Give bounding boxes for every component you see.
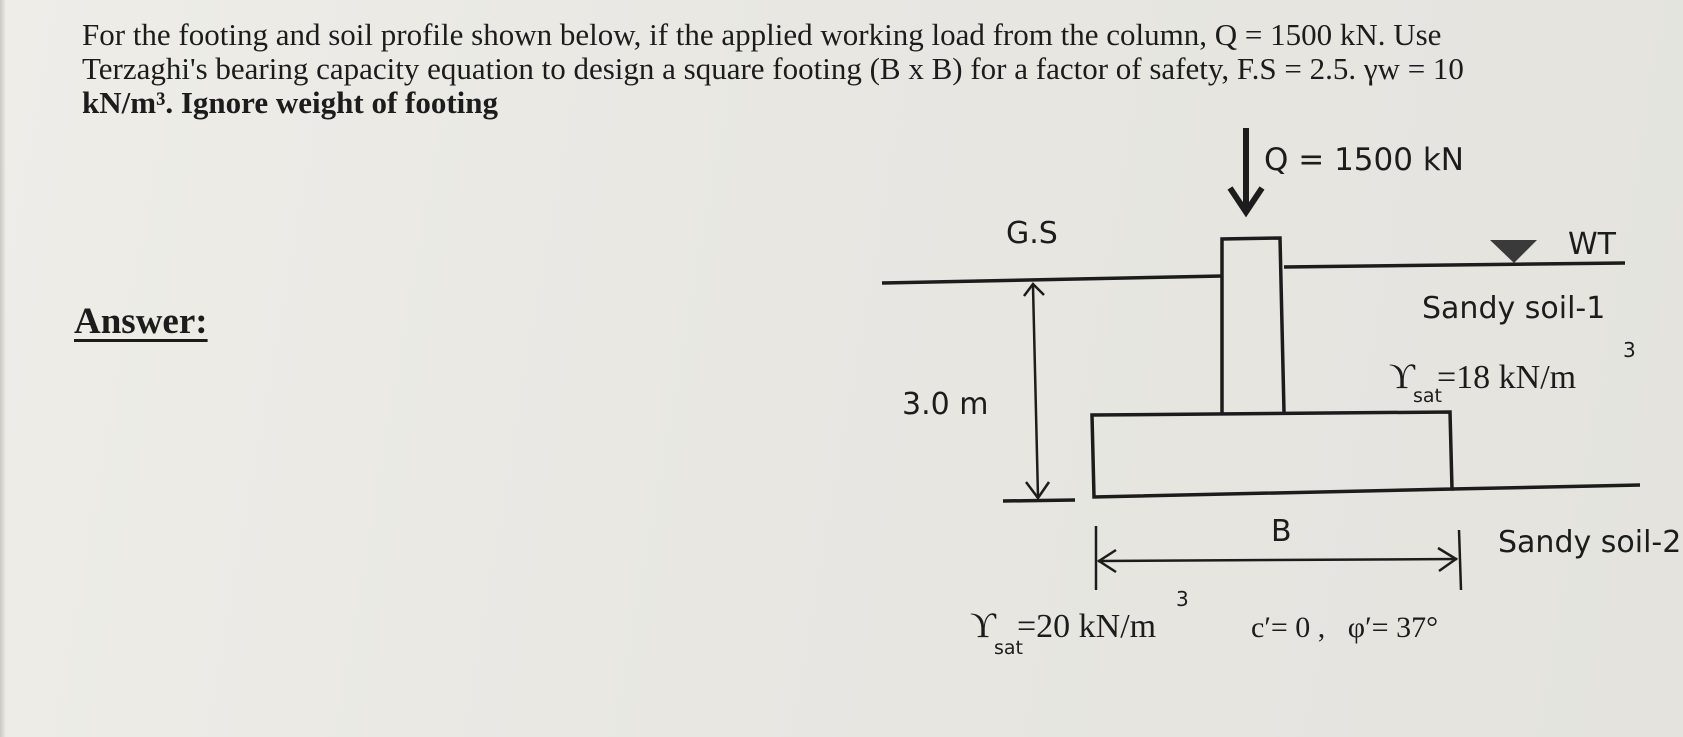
soil1-gamma-exponent: 3 — [1623, 338, 1636, 362]
problem-line-1: For the footing and soil profile shown below, if the applied working load from the column, Q = 1500 kN. Use — [82, 17, 1442, 52]
width-tick-right — [1459, 530, 1461, 590]
depth-base-line — [1003, 500, 1075, 501]
depth-label: 3.0 m — [902, 387, 989, 422]
water-table-marker — [1490, 240, 1537, 263]
water-table-label: WT — [1568, 227, 1616, 262]
problem-line-2: Terzaghi's bearing capacity equation to design a square footing (B x B) for a factor of safety, F.S = 2.5. γw = 10 — [82, 51, 1464, 86]
ground-surface-line-right — [1284, 263, 1625, 267]
soil2-gamma-exponent: 3 — [1176, 587, 1189, 611]
soil1-gamma-value: =18 kN/m — [1437, 359, 1577, 396]
ground-surface-line — [882, 276, 1222, 283]
depth-dimension-line — [1033, 286, 1038, 497]
soil2-gamma-subscript: sat — [994, 637, 1023, 659]
footing-slab — [1092, 412, 1452, 497]
soil1-name: Sandy soil-1 — [1422, 291, 1606, 326]
width-label: B — [1271, 514, 1292, 549]
soil1-gamma-symbol: ϒ — [1389, 356, 1415, 396]
problem-line-3-text: kN/m³. Ignore weight of footing — [82, 85, 499, 120]
soil2-gamma-symbol: ϒ — [970, 605, 996, 645]
width-dimension-line — [1098, 559, 1457, 561]
soil2-gamma-value: =20 kN/m — [1017, 608, 1157, 645]
column-shape — [1222, 238, 1284, 413]
soil2-strength-params: c′= 0 , φ′= 37° — [1251, 611, 1439, 644]
soil1-gamma-subscript: sat — [1413, 385, 1442, 407]
footing-base-line — [1452, 485, 1640, 489]
soil2-name: Sandy soil-2 — [1498, 525, 1682, 560]
answer-label: Answer: — [74, 301, 208, 342]
load-label: Q = 1500 kN — [1264, 142, 1464, 178]
ground-surface-label: G.S — [1006, 216, 1058, 251]
